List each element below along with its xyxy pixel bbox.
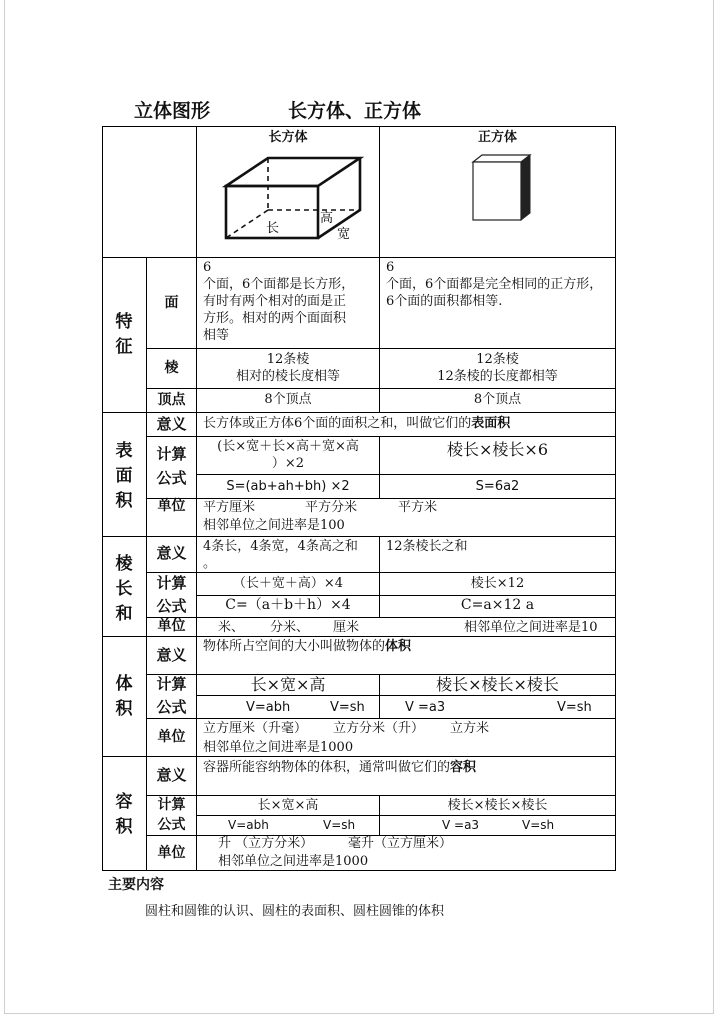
cuboid-diagram bbox=[222, 152, 366, 244]
cap-unit-1: 升 （立方分米） bbox=[218, 836, 314, 851]
es-unit-1: 米、 bbox=[218, 620, 245, 635]
edge-cuboid-text: 12条棱 相对的棱长度相等 bbox=[235, 352, 340, 384]
es-formula-label: 计算 公式 bbox=[156, 574, 187, 615]
vol-unit-2: 立方分米（升） bbox=[333, 721, 425, 736]
vol-unit-1: 立方厘米（升毫） bbox=[203, 721, 308, 736]
sa-cube-symbol: S=6a2 bbox=[475, 479, 520, 494]
es-meaning-label: 意义 bbox=[156, 544, 187, 562]
vol-rate: 相邻单位之间进率是1000 bbox=[203, 740, 354, 755]
vertex-cuboid-text: 8个顶点 bbox=[264, 392, 312, 407]
main-content-text: 圆柱和圆锥的认识、圆柱的表面积、圆柱圆锥的体积 bbox=[145, 904, 445, 919]
face-cuboid-text: 6 个面，6个面都是长方形， 有时有两个相对的面是正 方形。相对的两个面面积 相等 bbox=[203, 260, 355, 343]
features-category: 特征 bbox=[115, 312, 133, 357]
vol-unit-label: 单位 bbox=[157, 729, 186, 745]
cap-cuboid-symbol-2: V=sh bbox=[323, 818, 356, 832]
length-label: 长 bbox=[266, 221, 280, 236]
cap-meaning-label: 意义 bbox=[156, 766, 187, 784]
topic-title: 长方体、正方体 bbox=[288, 100, 422, 122]
cap-formula-label: 计算 公式 bbox=[157, 797, 186, 833]
cap-rate: 相邻单位之间进率是1000 bbox=[218, 854, 369, 869]
capacity-category: 容 积 bbox=[115, 792, 133, 837]
header-cube: 正方体 bbox=[477, 130, 517, 145]
surface-area-category: 表 面 积 bbox=[115, 441, 133, 511]
face-cube-text: 6 个面，6个面都是完全相同的正方形， 6个面的面积都相等. bbox=[386, 260, 603, 309]
vol-meaning-label: 意义 bbox=[156, 646, 187, 664]
vertex-cube-text: 8个顶点 bbox=[473, 392, 522, 407]
es-rate: 相邻单位之间进率是10 bbox=[464, 620, 598, 635]
sa-formula-label: 计算 公式 bbox=[156, 445, 187, 487]
sa-unit-3: 平方米 bbox=[398, 500, 438, 515]
es-unit-3: 厘米 bbox=[333, 620, 360, 635]
sa-unit-1: 平方厘米 bbox=[203, 500, 256, 515]
vol-unit-3: 立方米 bbox=[450, 721, 490, 736]
volume-category: 体 积 bbox=[115, 674, 133, 719]
section-title: 立体图形 bbox=[134, 100, 211, 122]
vol-formula-label: 计算 公式 bbox=[156, 675, 187, 716]
es-cuboid-formula: （长＋宽＋高）×4 bbox=[232, 576, 344, 591]
sa-cuboid-symbol: S=(ab+ah+bh) ×2 bbox=[226, 479, 350, 494]
sa-meaning-text: 长方体或正方体6个面的面积之和，叫做它们的表面积 bbox=[203, 416, 511, 431]
cap-cube-symbol-1: V =a3 bbox=[442, 818, 480, 832]
edge-label: 棱 bbox=[164, 360, 179, 376]
height-label: 高 bbox=[320, 211, 334, 226]
vertex-label: 顶点 bbox=[157, 392, 186, 408]
es-cuboid-meaning: 4条长，4条宽，4条高之和 。 bbox=[203, 539, 358, 571]
es-cuboid-symbol: C=（a＋b＋h）×4 bbox=[225, 597, 351, 613]
cap-cube-formula: 棱长×棱长×棱长 bbox=[447, 798, 548, 813]
sa-cube-formula: 棱长×棱长×6 bbox=[447, 440, 548, 459]
cap-unit-2: 毫升（立方厘米） bbox=[348, 836, 453, 851]
cap-cuboid-formula: 长×宽×高 bbox=[257, 798, 319, 813]
header-cuboid: 长方体 bbox=[268, 130, 308, 145]
cube-diagram bbox=[470, 152, 536, 224]
es-unit-label: 单位 bbox=[157, 618, 186, 634]
cap-meaning-text: 容器所能容纳物体的体积，通常叫做它们的容积 bbox=[203, 760, 477, 775]
sa-unit-2: 平方分米 bbox=[305, 500, 358, 515]
cap-cube-symbol-2: V=sh bbox=[522, 818, 555, 832]
vol-cube-symbol-2: V=sh bbox=[557, 700, 592, 715]
edge-cube-text: 12条棱 12条棱的长度都相等 bbox=[437, 352, 558, 384]
es-cube-symbol: C=a×12 a bbox=[460, 597, 535, 613]
sa-unit-label: 单位 bbox=[157, 498, 186, 514]
sa-rate: 相邻单位之间进率是100 bbox=[203, 518, 345, 533]
vol-cube-symbol-1: V =a3 bbox=[405, 700, 446, 715]
face-label: 面 bbox=[164, 295, 179, 311]
sa-cuboid-formula: (长×宽＋长×高＋宽×高 ）×2 bbox=[217, 439, 359, 471]
width-label: 宽 bbox=[337, 227, 351, 242]
vol-cuboid-formula: 长×宽×高 bbox=[250, 675, 326, 694]
es-cube-meaning: 12条棱长之和 bbox=[386, 539, 468, 554]
vol-cuboid-symbol-1: V=abh bbox=[246, 700, 291, 715]
vol-cuboid-symbol-2: V=sh bbox=[330, 700, 365, 715]
cap-unit-label: 单位 bbox=[157, 845, 186, 861]
main-content-heading: 主要内容 bbox=[108, 877, 164, 893]
sa-meaning-label: 意义 bbox=[156, 415, 187, 433]
vol-meaning-text: 物体所占空间的大小叫做物体的体积 bbox=[203, 639, 412, 654]
es-cube-formula: 棱长×12 bbox=[470, 576, 525, 591]
edge-sum-category: 棱 长 和 bbox=[115, 554, 133, 624]
vol-cube-formula: 棱长×棱长×棱长 bbox=[436, 675, 559, 694]
cap-cuboid-symbol-1: V=abh bbox=[228, 818, 269, 832]
es-unit-2: 分米、 bbox=[270, 620, 310, 635]
